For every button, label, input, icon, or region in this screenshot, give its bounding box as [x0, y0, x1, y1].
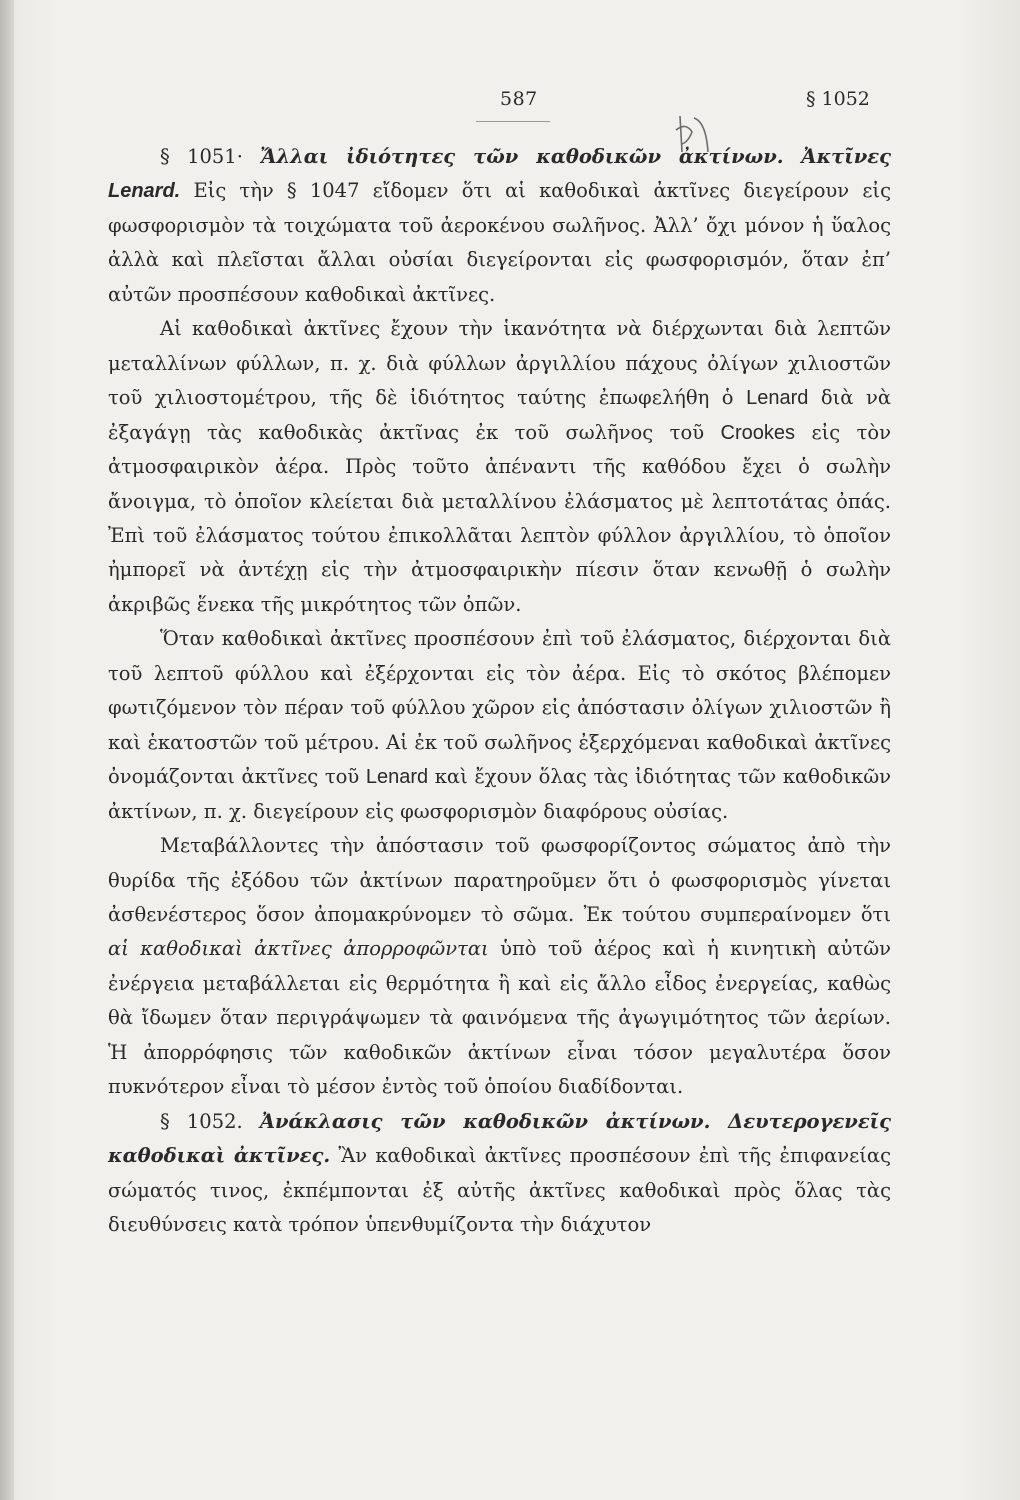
page-edge-shadow — [0, 0, 14, 1500]
section-number-1051: § 1051· — [160, 145, 243, 168]
name-crookes: Crookes — [720, 421, 796, 444]
paragraph-4-emphasis: αἱ καθοδικαὶ ἀκτῖνες ἀπορροφῶνται — [108, 937, 489, 961]
paragraph-1051-text: Εἰς τὴν § 1047 εἴδομεν ὅτι αἱ καθοδικαὶ ἀκτῖνες διεγείρουν εἰς φωσφορισμὸν τὰ τοιχώματα τοῦ ἀεροκένου σωλῆνος. Ἀλλ’ ὄχι μόνον ἡ ὕαλος ἀλλὰ καὶ πλεῖσται ἄλλαι οὐσίαι διεγείρονται εἰς φωσφορισμόν, ὅταν ἐπ’ αὐτῶν προσπέσουν καθοδικαὶ ἀκτῖνες. — [108, 179, 891, 306]
paragraph-lenard-rays — [108, 622, 891, 829]
name-lenard-2: Lenard — [365, 766, 429, 789]
section-heading-1052: Ἀνάκλασις τῶν καθοδικῶν ἀκτίνων. Δευτερογενεῖς καθοδικαὶ ἀκτῖνες. — [108, 1109, 891, 1168]
paragraph-3-part-1: Ὅταν καθοδικαὶ ἀκτῖνες προσπέσουν ἐπὶ τοῦ ἐλάσματος, διέρχονται διὰ τοῦ λεπτοῦ φύλλου καὶ ἐξέρχονται εἰς τὸν ἀέρα. Εἰς τὸ σκότος βλέπομεν φωτιζόμενον τὸν πέραν τοῦ φύλλου χῶρον εἰς ἀπόστασιν ὀλίγων χιλιοστῶν ἢ καὶ ἑκατοστῶν τοῦ μέτρου. Αἱ ἐκ τοῦ σωλῆνος ἐξερχόμεναι καθοδικαὶ ἀκτῖνες ὀνομάζονται ἀκτῖνες τοῦ — [108, 627, 891, 789]
paragraph-lenard-window — [108, 312, 891, 622]
paragraph-1051 — [108, 140, 891, 312]
page-number-underline — [476, 121, 550, 122]
page-body-text — [108, 140, 891, 1243]
section-number-1052: § 1052. — [160, 1109, 243, 1133]
section-heading-1051-latin: Lenard. — [108, 180, 181, 203]
paragraph-3-part-2: καὶ ἔχουν ὅλας τὰς ἰδιότητας τῶν καθοδικῶν ἀκτίνων, π. χ. διεγείρουν εἰς φωσφορισμὸν διαφόρους οὐσίας. — [108, 765, 891, 823]
name-lenard: Lenard — [746, 387, 809, 410]
paragraph-1052-text: Ἂν καθοδικαὶ ἀκτῖνες προσπέσουν ἐπὶ τῆς ἐπιφανείας σώματός τινος, ἐκπέμπονται ἐξ αὐτῆς ἀκτῖνες καθοδικαὶ πρὸς ὅλας τὰς διευθύνσεις κατὰ τρόπον ὑπενθυμίζοντα τὴν διάχυτον — [108, 1144, 891, 1237]
paragraph-absorption — [108, 829, 891, 1105]
section-heading-1051: Ἄλλαι ἰδιότητες τῶν καθοδικῶν ἀκτίνων. Ἀκτῖνες — [260, 145, 891, 168]
paragraph-4-part-1: Μεταβάλλοντες τὴν ἀπόστασιν τοῦ φωσφορίζοντος σώματος ἀπὸ τὴν θυρίδα τῆς ἐξόδου τῶν ἀκτίνων παρατηροῦμεν ὅτι ὁ φωσφορισμὸς γίνεται ἀσθενέστερος ὅσον ἀπομακρύνομεν τὸ σῶμα. Ἐκ τούτου συμπεραίνομεν ὅτι — [108, 834, 891, 926]
paragraph-4-part-2: ὑπὸ τοῦ ἀέρος καὶ ἡ κινητικὴ αὐτῶν ἐνέργεια μεταβάλλεται εἰς θερμότητα ἢ καὶ εἰς ἄλλο εἶδος ἐνεργείας, καθὼς θὰ ἴδωμεν ὅταν περιγράψωμεν τὰ φαινόμενα τῆς ἀγωγιμότητος τῶν ἀερίων. Ἡ ἀπορρόφησις τῶν καθοδικῶν ἀκτίνων εἶναι τόσον μεγαλυτέρα ὅσον πυκνότερον εἶναι τὸ μέσον ἐντὸς τοῦ ὁποίου διαδίδονται. — [108, 937, 891, 1099]
running-section-reference: § 1052 — [806, 88, 870, 110]
paragraph-1052 — [108, 1105, 891, 1243]
paragraph-2-part-1: Αἱ καθοδικαὶ ἀκτῖνες ἔχουν τὴν ἱκανότητα νὰ διέρχωνται διὰ λεπτῶν μεταλλίνων φύλλων, π. χ. διὰ φύλλων ἀργιλλίου πάχους ὀλίγων χιλιοστῶν τοῦ χιλιοστομέτρου, τῆς δὲ ἰδιότητος ταύτης ἐπωφελήθη ὁ — [108, 317, 891, 410]
page-number: 587 — [500, 88, 538, 110]
paragraph-2-part-3: εἰς τὸν ἀτμοσφαιρικὸν ἀέρα. Πρὸς τοῦτο ἀπέναντι τῆς καθόδου ἔχει ὁ σωλὴν ἄνοιγμα, τὸ ὁποῖον κλείεται διὰ μεταλλίνου ἐλάσματος μὲ λεπτοτάτας ὀπάς. Ἐπὶ τοῦ ἐλάσματος τούτου ἐπικολλᾶται λεπτὸν φύλλον ἀργιλλίου, τὸ ὁποῖον ἠμπορεῖ νὰ ἀντέχῃ εἰς τὴν ἀτμοσφαιρικὴν πίεσιν ὅταν κενωθῇ ὁ σωλὴν ἀκριβῶς ἕνεκα τῆς μικρότητος τῶν ὀπῶν. — [108, 420, 892, 616]
paragraph-2-part-2: διὰ νὰ ἐξαγάγῃ τὰς καθοδικὰς ἀκτῖνας ἐκ τοῦ σωλῆνος τοῦ — [108, 386, 891, 444]
